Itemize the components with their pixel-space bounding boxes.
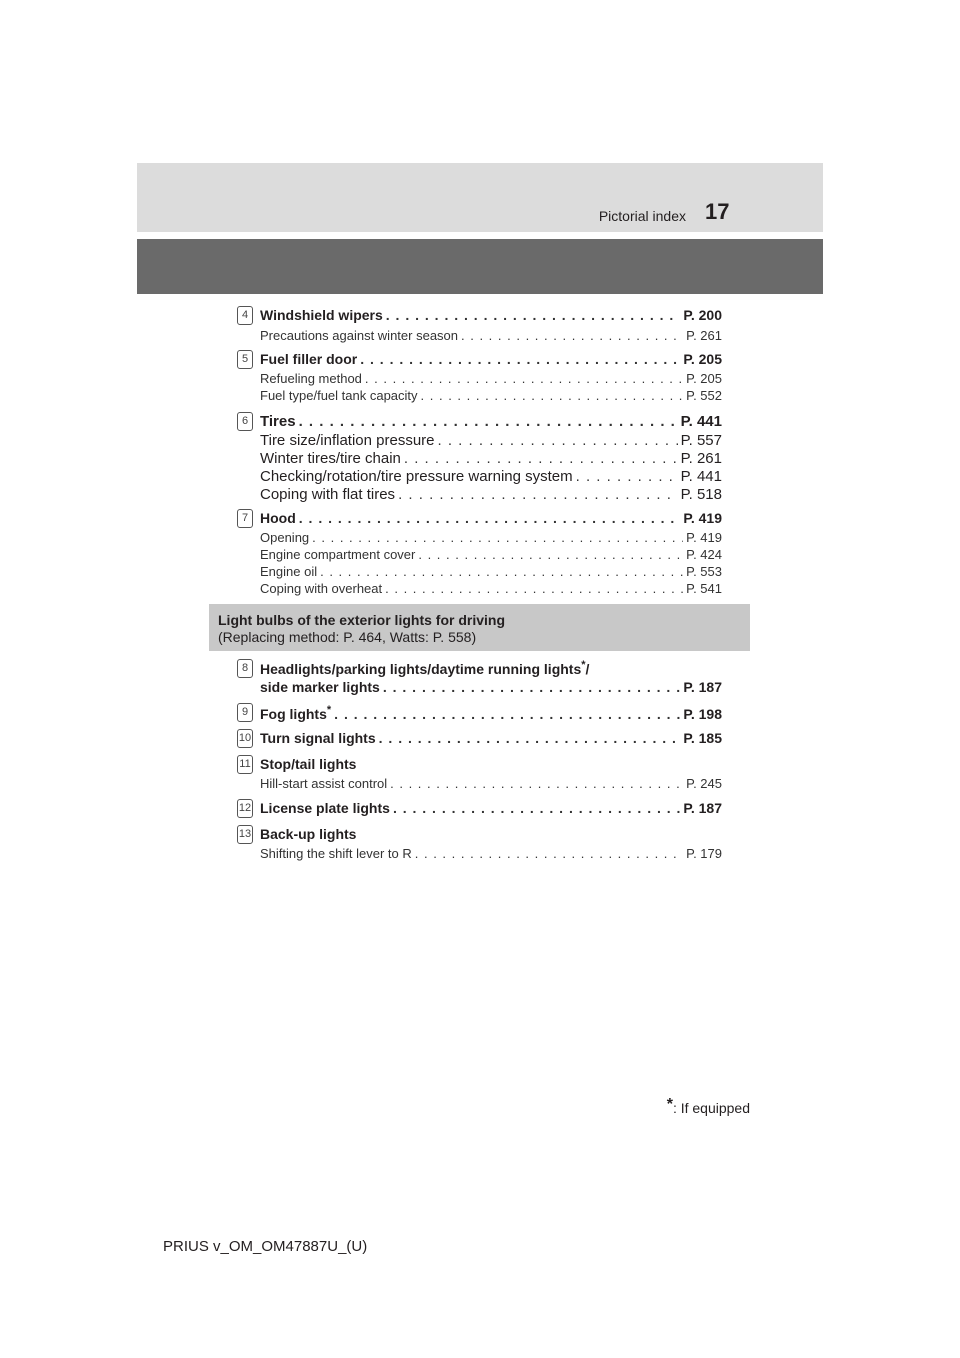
- sub-row[interactable]: [260, 328, 722, 345]
- sub-row[interactable]: [260, 486, 722, 504]
- item-title: License plate lights: [260, 800, 390, 816]
- item-number-badge: 5: [237, 350, 253, 369]
- index-row[interactable]: [260, 510, 722, 528]
- sub-title: Fuel type/fuel tank capacity: [260, 388, 418, 403]
- sub-row[interactable]: [260, 564, 722, 581]
- sub-title: Opening: [260, 530, 310, 545]
- page-ref: P. 261: [686, 328, 722, 343]
- item-number-badge: 4: [237, 306, 253, 325]
- item-title: Windshield wipers: [260, 307, 383, 323]
- sub-row[interactable]: [260, 581, 722, 598]
- page-ref: P. 557: [680, 432, 722, 449]
- sub-title: Checking/rotation/tire pressure warning system: [260, 468, 573, 485]
- item-title: Fuel filler door: [260, 351, 358, 367]
- sub-title: Refueling method: [260, 371, 362, 386]
- item-title-line2: side marker lights: [260, 679, 380, 695]
- item-title: Tires: [260, 413, 296, 430]
- footnote: [667, 1096, 750, 1116]
- band-title: Light bulbs of the exterior lights for driving: [218, 612, 505, 628]
- band-subtitle: (Replacing method: P. 464, Watts: P. 558): [218, 629, 477, 645]
- item-title: Hood: [260, 510, 296, 526]
- sub-row[interactable]: [260, 371, 722, 388]
- sub-row[interactable]: [260, 468, 722, 486]
- item-number-badge: 12: [237, 799, 253, 818]
- index-row[interactable]: [260, 800, 722, 818]
- page-ref: P. 261: [680, 450, 722, 467]
- page-number: 17: [705, 199, 730, 224]
- page-ref: P. 541: [686, 581, 722, 596]
- index-row[interactable]: [260, 413, 722, 431]
- sub-title: Shifting the shift lever to R: [260, 846, 412, 861]
- sub-row[interactable]: [260, 388, 722, 405]
- page-ref: P. 518: [680, 486, 722, 503]
- item-title: Stop/tail lights: [260, 756, 357, 772]
- sub-row[interactable]: [260, 547, 722, 564]
- item-title: [260, 704, 331, 722]
- page-ref: P. 553: [686, 564, 722, 579]
- item-title-line1: [260, 659, 589, 677]
- item-title: Back-up lights: [260, 826, 357, 842]
- page-ref: P. 245: [686, 776, 722, 791]
- sub-row[interactable]: [260, 450, 722, 468]
- slash: /: [585, 661, 590, 677]
- item-title-text: Fog lights: [260, 706, 327, 722]
- sub-title: Tire size/inflation pressure: [260, 432, 435, 449]
- page-ref: P. 179: [686, 846, 722, 861]
- page-ref: P. 441: [680, 468, 722, 485]
- item-number-badge: 6: [237, 412, 253, 431]
- index-row[interactable]: [260, 351, 722, 369]
- index-row[interactable]: [260, 307, 722, 325]
- sub-title: Coping with flat tires: [260, 486, 396, 503]
- page-ref: P. 441: [680, 413, 722, 430]
- sub-row[interactable]: [260, 432, 722, 450]
- page-ref: P. 200: [683, 307, 722, 323]
- sub-title: Engine oil: [260, 564, 318, 579]
- asterisk: *: [581, 659, 586, 671]
- item-number-badge: 7: [237, 509, 253, 528]
- item-title: Headlights/parking lights/daytime running lights: [260, 661, 582, 677]
- item-number-badge: 9: [237, 703, 253, 722]
- page-ref: P. 185: [683, 730, 722, 746]
- page-ref: P. 205: [686, 371, 722, 386]
- sub-row[interactable]: [260, 776, 722, 793]
- item-number-badge: 8: [237, 659, 253, 678]
- footnote-text: : If equipped: [672, 1100, 750, 1116]
- header-dark-band: [137, 239, 823, 294]
- sub-title: Precautions against winter season: [260, 328, 459, 343]
- index-row[interactable]: [260, 679, 722, 697]
- sub-row[interactable]: [260, 846, 722, 863]
- sub-title: Hill-start assist control: [260, 776, 388, 791]
- section-band-light-bulbs: [209, 604, 750, 651]
- item-number-badge: 13: [237, 825, 253, 844]
- item-number-badge: 11: [237, 755, 253, 774]
- page-ref: P. 419: [686, 530, 722, 545]
- sub-title: Engine compartment cover: [260, 547, 416, 562]
- page-ref: P. 187: [683, 800, 722, 816]
- item-number-badge: 10: [237, 729, 253, 748]
- asterisk: *: [666, 1096, 673, 1113]
- page-ref: P. 205: [683, 351, 722, 367]
- sub-title: Winter tires/tire chain: [260, 450, 401, 467]
- page-ref: P. 187: [683, 679, 722, 695]
- index-row[interactable]: [260, 730, 722, 748]
- page-ref: P. 552: [686, 388, 722, 403]
- sub-title: Coping with overheat: [260, 581, 383, 596]
- index-row[interactable]: [260, 704, 722, 722]
- page-ref: P. 419: [683, 510, 722, 526]
- footer-document-code: PRIUS v_OM_OM47887U_(U): [163, 1238, 368, 1255]
- item-title: Turn signal lights: [260, 730, 376, 746]
- sub-row[interactable]: [260, 530, 722, 547]
- page-ref: P. 198: [683, 706, 722, 722]
- page-ref: P. 424: [686, 547, 722, 562]
- section-title: Pictorial index: [598, 208, 686, 224]
- asterisk: *: [326, 704, 332, 716]
